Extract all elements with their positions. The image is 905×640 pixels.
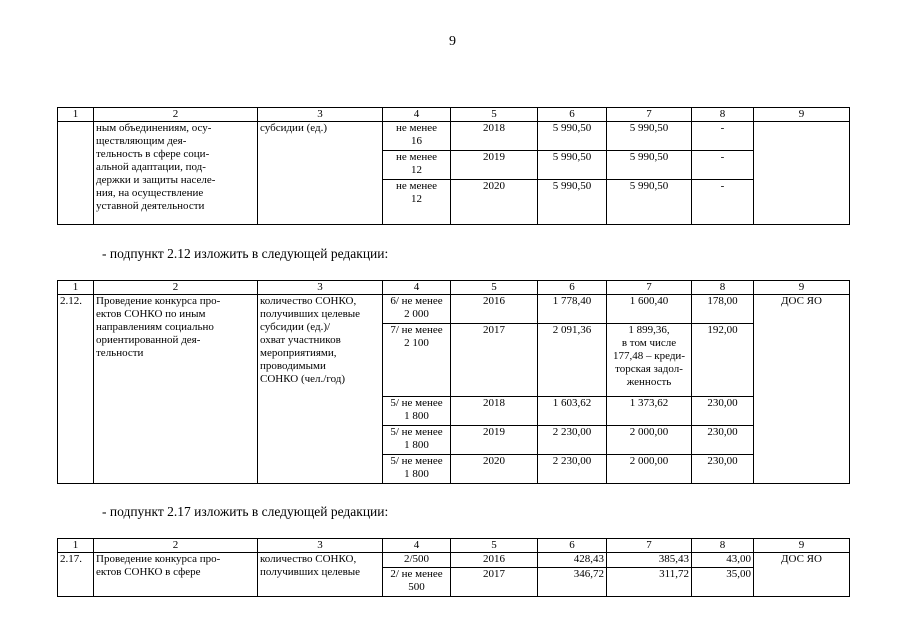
target-cell: 5/ не менее 1 800: [383, 426, 451, 455]
total-cell: 346,72: [538, 568, 607, 597]
federal-cell: 178,00: [692, 295, 754, 324]
col-header: 5: [451, 281, 538, 295]
regional-cell: 1 373,62: [607, 397, 692, 426]
total-cell: 2 230,00: [538, 455, 607, 484]
year-cell: 2020: [451, 180, 538, 225]
federal-cell: -: [692, 180, 754, 225]
regional-cell: 385,43: [607, 553, 692, 568]
regional-cell: 5 990,50: [607, 180, 692, 225]
table-continuation: [57, 107, 850, 225]
item-number-cell: [58, 122, 94, 225]
year-cell: 2020: [451, 455, 538, 484]
activity-name-cell: Проведение конкурса про- ектов СОНКО по иным направлениям социально ориентированной дея- тельности: [94, 295, 258, 484]
table-row: [58, 295, 850, 324]
column-number-row: [58, 108, 850, 122]
executor-cell: ДОС ЯО: [754, 553, 850, 597]
column-number-row: [58, 539, 850, 553]
total-cell: 5 990,50: [538, 122, 607, 151]
target-cell: 6/ не менее 2 000: [383, 295, 451, 324]
year-cell: 2017: [451, 324, 538, 397]
item-number-cell: 2.12.: [58, 295, 94, 484]
federal-cell: 192,00: [692, 324, 754, 397]
target-cell: не менее 12: [383, 180, 451, 225]
col-header: 1: [58, 108, 94, 122]
year-cell: 2016: [451, 295, 538, 324]
regional-cell: 5 990,50: [607, 122, 692, 151]
indicator-cell: субсидии (ед.): [258, 122, 383, 225]
col-header: 7: [607, 281, 692, 295]
col-header: 3: [258, 281, 383, 295]
col-header: 9: [754, 108, 850, 122]
target-cell: не менее 16: [383, 122, 451, 151]
indicator-cell: количество СОНКО, получивших целевые: [258, 553, 383, 597]
total-cell: 5 990,50: [538, 151, 607, 180]
total-cell: 428,43: [538, 553, 607, 568]
table-subpoint-2-17: [57, 538, 850, 597]
col-header: 4: [383, 108, 451, 122]
total-cell: 5 990,50: [538, 180, 607, 225]
table-row: [58, 553, 850, 568]
activity-name-cell: ным объединениям, осу- ществляющим дея- тельность в сфере соци- альной адаптации, под- держки и защиты населе- ния, на осуществление уставной деятельности: [94, 122, 258, 225]
total-cell: 2 230,00: [538, 426, 607, 455]
target-cell: 5/ не менее 1 800: [383, 397, 451, 426]
table-subpoint-2-12: [57, 280, 850, 484]
year-cell: 2018: [451, 122, 538, 151]
year-cell: 2019: [451, 426, 538, 455]
col-header: 7: [607, 108, 692, 122]
col-header: 9: [754, 281, 850, 295]
regional-cell: 1 600,40: [607, 295, 692, 324]
col-header: 3: [258, 539, 383, 553]
total-cell: 1 778,40: [538, 295, 607, 324]
col-header: 2: [94, 281, 258, 295]
col-header: 6: [538, 539, 607, 553]
executor-cell: [754, 122, 850, 225]
target-cell: 2/500: [383, 553, 451, 568]
target-cell: 2/ не менее 500: [383, 568, 451, 597]
col-header: 6: [538, 281, 607, 295]
regional-cell: 5 990,50: [607, 151, 692, 180]
year-cell: 2017: [451, 568, 538, 597]
federal-cell: -: [692, 151, 754, 180]
target-cell: 5/ не менее 1 800: [383, 455, 451, 484]
total-cell: 1 603,62: [538, 397, 607, 426]
regional-cell: 1 899,36, в том числе 177,48 – креди- торская задол- женность: [607, 324, 692, 397]
federal-cell: 43,00: [692, 553, 754, 568]
year-cell: 2016: [451, 553, 538, 568]
executor-cell: ДОС ЯО: [754, 295, 850, 484]
subpoint-caption-2-17: - подпункт 2.17 изложить в следующей редакции:: [102, 504, 389, 519]
subpoint-caption-2-12: - подпункт 2.12 изложить в следующей редакции:: [102, 246, 389, 261]
regional-cell: 311,72: [607, 568, 692, 597]
regional-cell: 2 000,00: [607, 426, 692, 455]
activity-name-cell: Проведение конкурса про- ектов СОНКО в сфере: [94, 553, 258, 597]
regional-cell: 2 000,00: [607, 455, 692, 484]
col-header: 1: [58, 281, 94, 295]
federal-cell: -: [692, 122, 754, 151]
col-header: 7: [607, 539, 692, 553]
year-cell: 2018: [451, 397, 538, 426]
item-number-cell: 2.17.: [58, 553, 94, 597]
col-header: 8: [692, 281, 754, 295]
target-cell: не менее 12: [383, 151, 451, 180]
col-header: 8: [692, 539, 754, 553]
col-header: 6: [538, 108, 607, 122]
federal-cell: 230,00: [692, 397, 754, 426]
col-header: 9: [754, 539, 850, 553]
col-header: 8: [692, 108, 754, 122]
year-cell: 2019: [451, 151, 538, 180]
column-number-row: [58, 281, 850, 295]
col-header: 4: [383, 281, 451, 295]
indicator-cell: количество СОНКО, получивших целевые субсидии (ед.)/ охват участников мероприятиями, проводимыми СОНКО (чел./год): [258, 295, 383, 484]
col-header: 4: [383, 539, 451, 553]
col-header: 2: [94, 539, 258, 553]
col-header: 5: [451, 539, 538, 553]
federal-cell: 35,00: [692, 568, 754, 597]
federal-cell: 230,00: [692, 426, 754, 455]
col-header: 3: [258, 108, 383, 122]
page-number: 9: [449, 34, 456, 49]
target-cell: 7/ не менее 2 100: [383, 324, 451, 397]
col-header: 2: [94, 108, 258, 122]
total-cell: 2 091,36: [538, 324, 607, 397]
col-header: 1: [58, 539, 94, 553]
col-header: 5: [451, 108, 538, 122]
table-row: [58, 122, 850, 151]
federal-cell: 230,00: [692, 455, 754, 484]
